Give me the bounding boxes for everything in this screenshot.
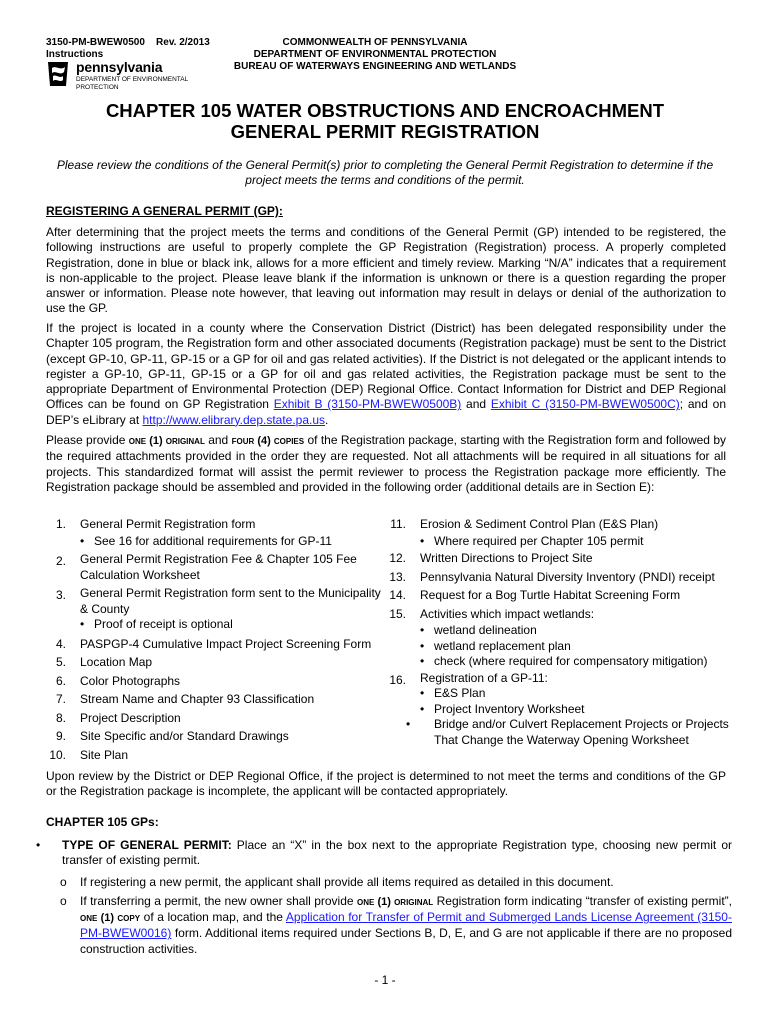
item-text: Stream Name and Chapter 93 Classification: [80, 692, 315, 706]
item-text: Location Map: [80, 655, 153, 669]
logo-wordmark: pennsylvania: [76, 59, 163, 75]
form-id: 3150-PM-BWEW0500: [46, 37, 145, 48]
doc-type: Instructions: [46, 49, 104, 60]
bullet-type-of-permit: [32, 838, 732, 869]
item-number: 14.: [389, 588, 406, 602]
item-number: 11.: [390, 517, 406, 531]
logo-subtitle-1: DEPARTMENT OF ENVIRONMENTAL: [76, 76, 189, 83]
item-number: 8.: [55, 710, 66, 725]
page-number: - 1 -: [374, 973, 396, 987]
agency-line-1: COMMONWEALTH OF PENNSYLVANIA: [282, 37, 468, 48]
logo-subtitle: [76, 76, 188, 91]
one-copy-emphasis: one (1) copy: [80, 912, 141, 925]
paragraph-2-and: and: [461, 397, 491, 412]
logo-subtitle-2: PROTECTION: [76, 83, 119, 91]
list-item: [386, 568, 736, 587]
paragraph-2: [46, 321, 726, 428]
paragraph-2-mid: ; and on DEP’s eLibrary at: [46, 397, 727, 427]
exhibit-c-link[interactable]: Exhibit C (3150-PM-BWEW0500C): [490, 397, 680, 412]
item-text: General Permit Registration form sent to the Municipality & County: [80, 586, 381, 616]
list-sub-item: • Where required per Chapter 105 permit: [420, 534, 736, 550]
item-text: General Permit Registration Fee & Chapter 105 Fee Calculation Worksheet: [80, 552, 357, 582]
one-original-emphasis: one (1) original: [128, 435, 205, 447]
transfer-text-4: form. Additional items required under Sections B, D, E, and G are not applicable if there are no proposed construction activities.: [80, 926, 732, 956]
item-number: 15.: [389, 606, 406, 621]
sub-bullet-new-permit-text: If registering a new permit, the applicant shall provide all items required as detailed in this document.: [80, 874, 614, 889]
list-item: [386, 586, 736, 605]
pa-dep-logo: [46, 60, 196, 92]
type-of-permit-text: Place an “X” in the box next to the appropriate Registration type, choosing new permit or transfer of existing permit.: [62, 838, 732, 868]
agency-header: [230, 37, 520, 73]
agency-line-2: DEPARTMENT OF ENVIRONMENTAL PROTECTION: [253, 49, 497, 60]
attachment-list-right: [386, 515, 736, 748]
page-title: [0, 100, 770, 142]
paragraph-2-text: If the project is located in a county where the Conservation District (District) has been delegated responsibility under the Chapter 105 program, the Registration form and other associated documents (Registration package) must be sent to the District (except GP-10, GP-11, GP-15 or a GP for oil and gas related activities). If the District is not delegated or the applicant intends to register a GP-10, GP-11, GP-15 or a GP for oil and gas related activities, the Registration package must be sent to the appropriate Department of Environmental Protection (DEP) Regional Office. Contact Information for District and DEP Regional Offices can be found on GP Registration: [46, 321, 726, 412]
item-text: Site Plan: [80, 747, 129, 762]
item-number: 4.: [55, 636, 66, 651]
bullet-dot-icon: •: [36, 838, 41, 852]
list-item: [46, 552, 391, 583]
one-original-emphasis: one (1) original: [357, 895, 434, 908]
item-number: 13.: [389, 569, 406, 584]
paragraph-2-end: .: [325, 412, 329, 427]
title-line-1: CHAPTER 105 WATER OBSTRUCTIONS AND ENCROACHMENT: [105, 100, 665, 121]
circle-bullet-icon: o: [60, 893, 67, 908]
item-number: 7.: [55, 692, 66, 706]
paragraph-1: After determining that the project meets the terms and conditions of the General Permit (GP) intended to be registered, the following instructions are useful to properly complete the GP Registration (Registration) process. A properly completed Registration, done in blue or black ink, allows for a more efficient and timely review. Marking “N/A” indicates that a requirement is non-applicable to the project. Please leave blank if the information is unknown or there is a question regarding the proper answer or information. Please note however, that leaving out information may result in delays or denial of the authorization to use the GP.: [46, 225, 726, 316]
item-text: General Permit Registration form: [80, 517, 256, 531]
item-text: Color Photographs: [80, 673, 181, 688]
transfer-application-link[interactable]: Application for Transfer of Permit and Submerged Lands License Agreement (3150-PM-BWEW0016): [80, 910, 732, 941]
attachment-list-left: [46, 515, 391, 764]
agency-line-3: BUREAU OF WATERWAYS ENGINEERING AND WETLANDS: [233, 61, 517, 72]
intro-note: Please review the conditions of the General Permit(s) prior to completing the General Permit Registration to determine if the project meets the terms and conditions of the permit.: [56, 158, 714, 187]
item-text: Written Directions to Project Site: [420, 551, 593, 565]
paragraph-3-t2: and: [204, 433, 232, 447]
transfer-text-1: If transferring a permit, the new owner shall provide: [80, 893, 357, 908]
list-item: [46, 709, 391, 728]
list-item: [46, 690, 391, 709]
circle-bullet-icon: o: [60, 874, 67, 889]
item-text: PASPGP-4 Cumulative Impact Project Screening Form: [80, 636, 372, 651]
elibrary-link[interactable]: http://www.elibrary.dep.state.pa.us: [142, 412, 326, 427]
item-text: Activities which impact wetlands:: [420, 606, 595, 621]
paragraph-3-t1: Please provide: [46, 433, 129, 447]
list-item: [46, 515, 391, 534]
section-heading-chapter-105-gps: CHAPTER 105 GPs:: [46, 815, 159, 829]
form-id-block: [46, 37, 210, 61]
list-item: [386, 549, 736, 568]
keystone-logo-icon: [46, 60, 70, 88]
list-item: [386, 671, 736, 687]
title-line-2: GENERAL PERMIT REGISTRATION: [230, 121, 540, 142]
revision: Rev. 2/2013: [156, 37, 210, 48]
item-number: 3.: [55, 588, 66, 602]
paragraph-3-t3: of the Registration package, starting with the Registration form and followed by the required attachments provided in the order they are requested. Not all attachments will be required in all situations for all projects. This standardized format will assist the permit reviewer to process the Registration package more efficiently. The Registration package should be assembled and provided in the following order (additional details are in Section E):: [46, 433, 726, 494]
list-sub-item: • E&S Plan: [420, 686, 736, 702]
list-item: [386, 605, 736, 624]
list-sub-item: • check (where required for compensatory mitigation): [420, 654, 736, 670]
item-number: 5.: [55, 655, 66, 669]
item-number: 10.: [49, 747, 66, 762]
four-copies-emphasis: four (4) copies: [231, 435, 305, 447]
list-sub-item: • Project Inventory Worksheet: [420, 702, 736, 718]
item-text: Erosion & Sediment Control Plan (E&S Plan): [420, 517, 659, 531]
item-number: 12.: [389, 551, 406, 565]
item-number: 6.: [55, 673, 66, 688]
item-text: Project Description: [80, 710, 181, 725]
section-heading-registering: REGISTERING A GENERAL PERMIT (GP):: [46, 204, 283, 218]
list-item: [386, 515, 736, 534]
list-sub-item: • Bridge and/or Culvert Replacement Projects or Projects That Change the Waterway Opening Worksheet: [420, 717, 736, 748]
item-text: Request for a Bog Turtle Habitat Screening Form: [420, 588, 681, 602]
list-item: [46, 727, 391, 746]
list-sub-item: • wetland replacement plan: [420, 639, 736, 655]
gp-bullets: [32, 838, 732, 957]
paragraph-3: [46, 433, 726, 495]
list-sub-item: • wetland delineation: [420, 623, 736, 639]
list-item: [46, 653, 391, 672]
item-number: 9.: [55, 729, 66, 743]
item-text: Site Specific and/or Standard Drawings: [80, 729, 289, 743]
exhibit-b-link[interactable]: Exhibit B (3150-PM-BWEW0500B): [273, 397, 462, 412]
item-text: Registration of a GP-11:: [420, 670, 548, 685]
list-sub-item: • See 16 for additional requirements for GP-11: [80, 534, 391, 550]
list-sub-item: • Proof of receipt is optional: [80, 617, 391, 633]
item-number: 1.: [55, 517, 66, 531]
paragraph-4: Upon review by the District or DEP Regional Office, if the project is determined to not meet the terms and conditions of the GP or the Registration package is incomplete, the applicant will be contacted appropriately.: [46, 769, 726, 799]
sub-bullet-new-permit: [32, 875, 732, 890]
sub-bullet-transfer-permit: [32, 894, 732, 957]
transfer-text-3: of a location map, and the: [140, 910, 286, 925]
list-item: [46, 746, 391, 765]
item-number: 2.: [55, 554, 66, 568]
item-text: Pennsylvania Natural Diversity Inventory (PNDI) receipt: [420, 569, 715, 584]
list-item: [46, 635, 391, 654]
item-number: 16.: [389, 672, 406, 687]
list-item: [46, 672, 391, 691]
transfer-text-2: Registration form indicating “transfer of existing permit”,: [433, 893, 732, 908]
type-of-permit-label: TYPE OF GENERAL PERMIT:: [62, 838, 232, 852]
list-item: [46, 586, 391, 617]
